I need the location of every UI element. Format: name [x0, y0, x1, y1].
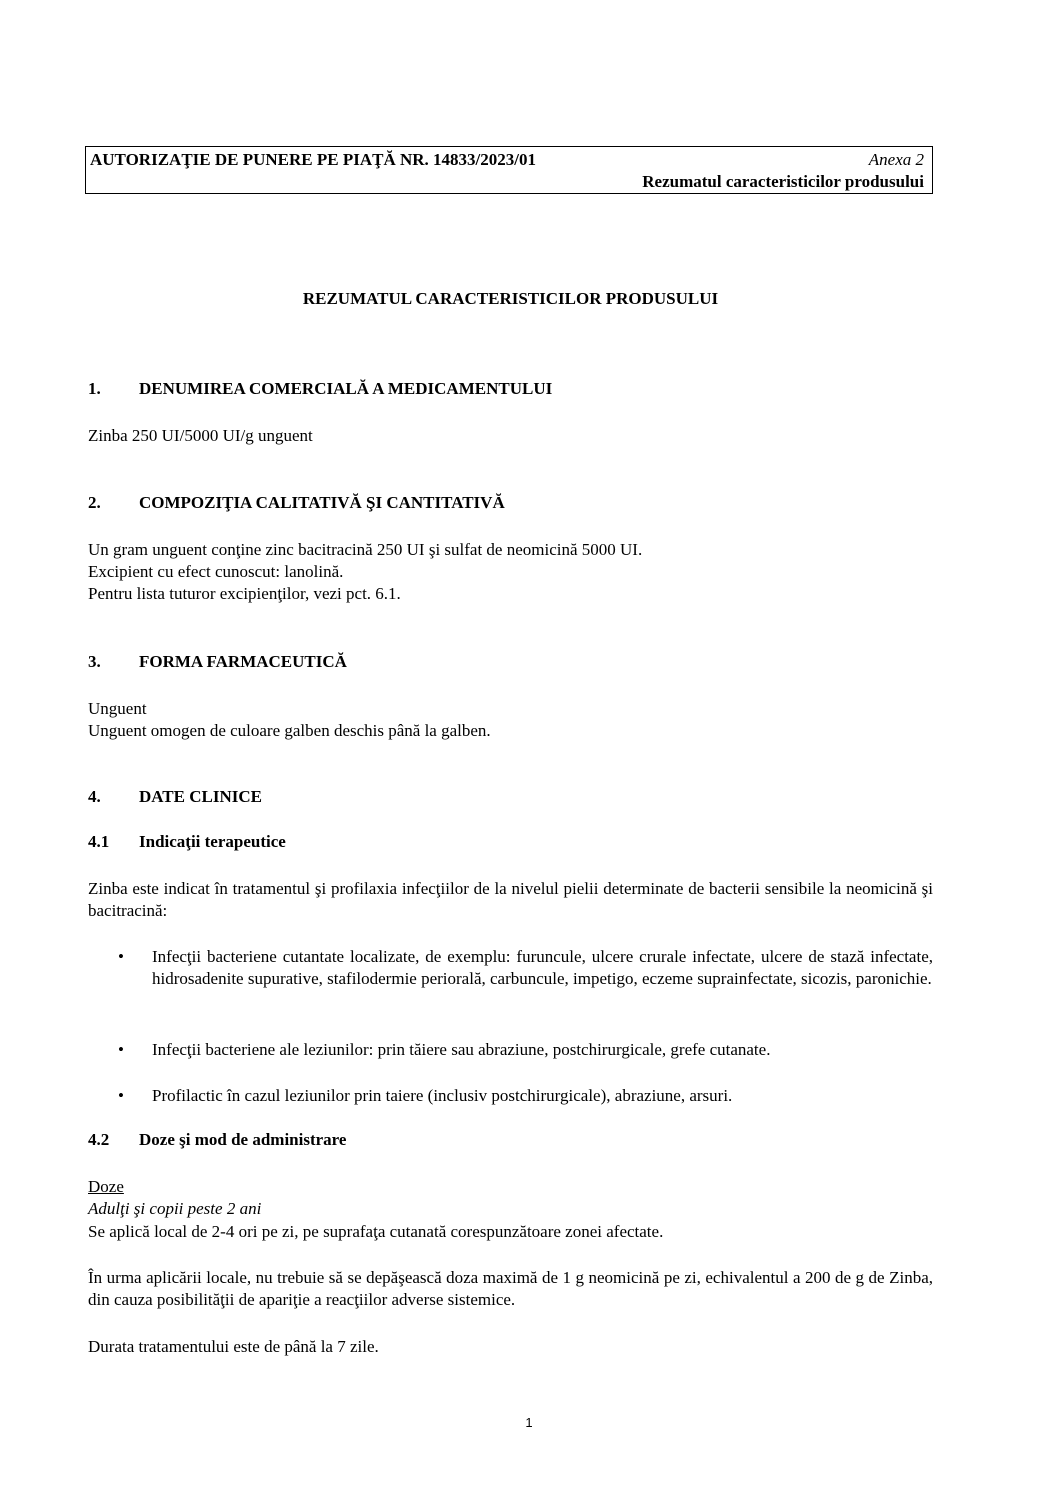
section-number: 1.: [88, 379, 101, 398]
bullet-marker: •: [118, 947, 124, 966]
bullet-marker: •: [118, 1040, 124, 1059]
indications-list: [88, 1085, 933, 1107]
section-3-heading: [88, 651, 347, 673]
section-4-heading: [88, 786, 262, 808]
composition-text: [88, 539, 642, 605]
indications-intro: Zinba este indicat în tratamentul şi profilaxia infecţiilor de la nivelul pielii determinate de bacterii sensibile la neomicină şi bacitracină:: [88, 879, 933, 920]
subsection-number: 4.1: [88, 832, 110, 851]
bullet-marker: •: [118, 1086, 124, 1105]
list-item-text: Profilactic în cazul leziunilor prin taiere (inclusiv postchirurgicale), abraziune, arsuri.: [152, 1086, 733, 1105]
section-title: DENUMIREA COMERCIALĂ A MEDICAMENTULUI: [139, 379, 553, 398]
doses-label: Doze: [88, 1177, 124, 1196]
list-item: [88, 946, 933, 990]
form-line: Unguent omogen de culoare galben deschis până la galben.: [88, 721, 491, 740]
section-title: COMPOZIŢIA CALITATIVĂ ŞI CANTITATIVĂ: [139, 493, 505, 512]
section-title: DATE CLINICE: [139, 787, 262, 806]
section-number: 3.: [88, 652, 101, 671]
annex-label: Anexa 2: [868, 150, 924, 169]
composition-line: Pentru lista tuturor excipienţilor, vezi pct. 6.1.: [88, 584, 401, 603]
list-item-text: Infecţii bacteriene cutantate localizate, de exemplu: furuncule, ulcere crurale infectate, ulcere de stază infectate, hidrosadenite supurative, stafilodermie periorală, carbuncule, impetigo, eczeme suprainfectate, sicozis, paronichie.: [152, 947, 933, 988]
indications-list: [88, 946, 933, 990]
subsection-4-1-heading: [88, 831, 286, 853]
composition-line: Un gram unguent conţine zinc bacitracină 250 UI şi sulfat de neomicină 5000 UI.: [88, 540, 643, 559]
composition-line: Excipient cu efect cunoscut: lanolină.: [88, 562, 344, 581]
header-subtitle: Rezumatul caracteristicilor produsului: [642, 172, 924, 191]
max-dose-text: În urma aplicării locale, nu trebuie să se depăşească doza maximă de 1 g neomicină pe zi, echivalentul a 200 de g de Zinba, din cauza posibilităţii de apariţie a reacţiilor adverse sistemice.: [88, 1268, 933, 1309]
subsection-title: Doze şi mod de administrare: [139, 1130, 347, 1149]
list-item: [88, 1039, 933, 1061]
authorization-number: AUTORIZAŢIE DE PUNERE PE PIAŢĂ NR. 14833/2023/01: [90, 150, 536, 169]
form-line: Unguent: [88, 699, 147, 718]
population-label: Adulţi şi copii peste 2 ani: [88, 1199, 262, 1218]
indications-list: [88, 1039, 933, 1061]
document-title: REZUMATUL CARACTERISTICILOR PRODUSULUI: [302, 289, 719, 308]
product-name: Zinba 250 UI/5000 UI/g unguent: [88, 426, 313, 445]
section-1-heading: [88, 378, 552, 400]
list-item: [88, 1085, 933, 1107]
document-header-box: [85, 146, 933, 194]
treatment-duration: Durata tratamentului este de până la 7 zile.: [88, 1337, 379, 1356]
section-number: 2.: [88, 493, 101, 512]
section-title: FORMA FARMACEUTICĂ: [139, 652, 347, 671]
dose-text: Se aplică local de 2-4 ori pe zi, pe suprafaţa cutanată corespunzătoare zonei afectate.: [88, 1222, 664, 1241]
subsection-number: 4.2: [88, 1130, 110, 1149]
section-number: 4.: [88, 787, 101, 806]
subsection-4-2-heading: [88, 1129, 346, 1151]
section-2-heading: [88, 492, 505, 514]
page-number: 1: [525, 1415, 533, 1430]
subsection-title: Indicaţii terapeutice: [139, 832, 286, 851]
list-item-text: Infecţii bacteriene ale leziunilor: prin tăiere sau abraziune, postchirurgicale, grefe cutanate.: [152, 1040, 771, 1059]
pharmaceutical-form-text: [88, 698, 491, 742]
